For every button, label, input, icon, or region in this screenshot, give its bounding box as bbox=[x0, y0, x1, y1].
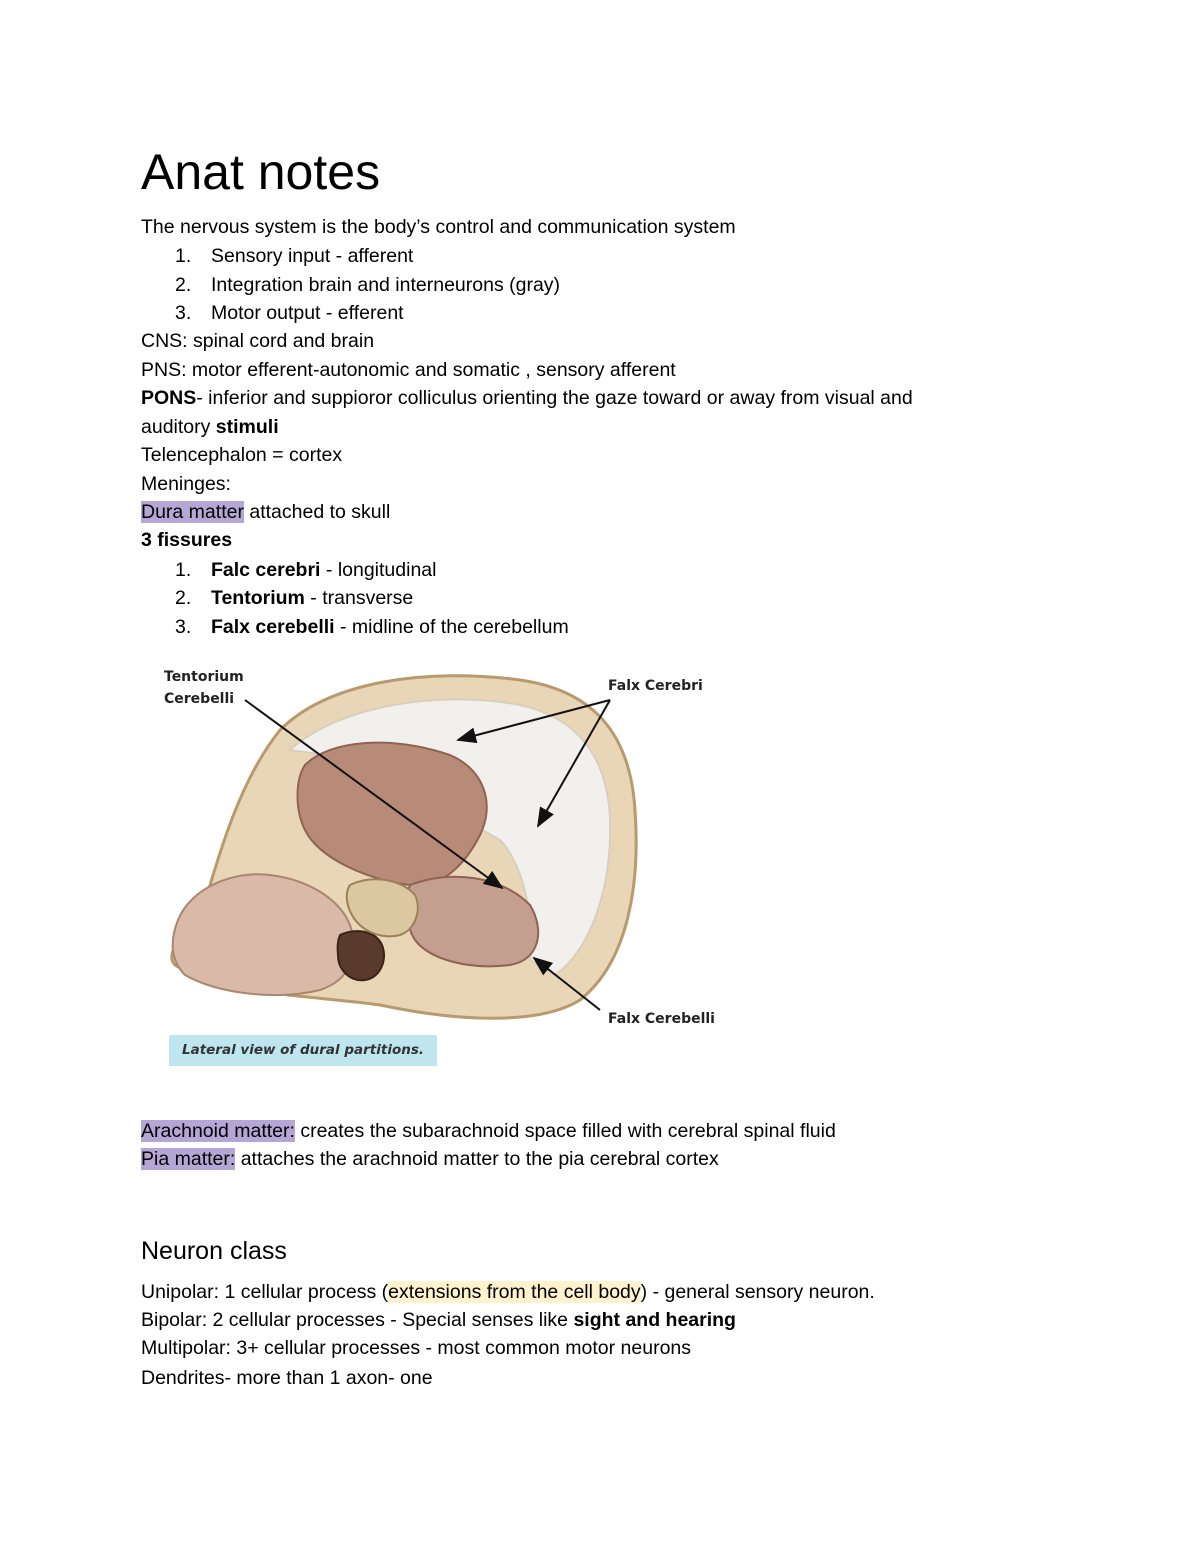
dural-partitions-figure bbox=[160, 660, 730, 1070]
unipolar-highlight: extensions from the cell body bbox=[388, 1281, 641, 1303]
unipolar-pre: Unipolar: 1 cellular process ( bbox=[141, 1281, 389, 1303]
cns-line: CNS: spinal cord and brain bbox=[141, 330, 375, 352]
list-text: Sensory input - afferent bbox=[211, 245, 414, 267]
dura-term: Dura matter bbox=[141, 501, 244, 523]
list-text: Motor output - efferent bbox=[211, 302, 404, 324]
fissure-term: Tentorium bbox=[211, 587, 305, 609]
list-text: Integration brain and interneurons (gray) bbox=[211, 274, 561, 296]
arachnoid-term: Arachnoid matter: bbox=[141, 1120, 295, 1142]
fissure-text: - longitudinal bbox=[320, 559, 437, 581]
pons-bold: stimuli bbox=[215, 416, 279, 438]
pia-text: attaches the arachnoid matter to the pia cerebral cortex bbox=[235, 1148, 719, 1170]
fissures-heading-text: 3 fissures bbox=[141, 529, 233, 551]
list-number: 3. bbox=[175, 616, 192, 638]
unipolar-post: ) - general sensory neuron. bbox=[640, 1281, 875, 1303]
pons-line-2 bbox=[141, 413, 279, 441]
arachnoid-text: creates the subarachnoid space filled with cerebral spinal fluid bbox=[294, 1120, 836, 1142]
meninges-heading: Meninges: bbox=[141, 473, 231, 495]
list-item bbox=[175, 271, 560, 299]
fissure-text: - midline of the cerebellum bbox=[334, 616, 569, 638]
falx-cerebri-label: Falx Cerebri bbox=[608, 678, 703, 694]
pons-line bbox=[141, 384, 913, 412]
multipolar-line: Multipolar: 3+ cellular processes - most common motor neurons bbox=[141, 1337, 692, 1359]
pons-text-2: auditory bbox=[141, 416, 216, 438]
nasal-cavity bbox=[338, 931, 384, 980]
fissures-heading bbox=[141, 526, 232, 554]
list-item bbox=[175, 613, 569, 641]
fissure-term: Falc cerebri bbox=[211, 559, 321, 581]
tentorium-label-line-2: Cerebelli bbox=[164, 691, 235, 707]
list-item bbox=[175, 584, 413, 612]
bipolar-pre: Bipolar: 2 cellular processes - Special senses like bbox=[141, 1309, 574, 1331]
intro-text: The nervous system is the body’s control and communication system bbox=[141, 216, 736, 238]
bipolar-bold: sight and hearing bbox=[573, 1309, 736, 1331]
pons-text: - inferior and suppioror colliculus orienting the gaze toward or away from visual and bbox=[196, 387, 913, 409]
pns-line: PNS: motor efferent-autonomic and somatic , sensory afferent bbox=[141, 359, 676, 381]
bipolar-line bbox=[141, 1306, 736, 1334]
neuron-class-heading: Neuron class bbox=[141, 1237, 287, 1265]
list-number: 1. bbox=[175, 245, 192, 267]
pia-line bbox=[141, 1145, 719, 1173]
pia-term: Pia matter: bbox=[141, 1148, 236, 1170]
dura-line bbox=[141, 498, 390, 526]
pons-term: PONS bbox=[141, 387, 197, 409]
list-number: 3. bbox=[175, 302, 192, 324]
list-number: 2. bbox=[175, 274, 192, 296]
tentorium-label bbox=[164, 666, 244, 710]
list-item bbox=[175, 299, 404, 327]
unipolar-line bbox=[141, 1278, 875, 1306]
fissure-text: - transverse bbox=[304, 587, 414, 609]
figure-caption: Lateral view of dural partitions. bbox=[169, 1035, 437, 1066]
fissure-term: Falx cerebelli bbox=[211, 616, 335, 638]
dura-text: attached to skull bbox=[243, 501, 391, 523]
telencephalon-line: Telencephalon = cortex bbox=[141, 444, 343, 466]
arachnoid-line bbox=[141, 1117, 836, 1145]
page-title: Anat notes bbox=[141, 144, 381, 200]
list-number: 1. bbox=[175, 559, 192, 581]
tentorium-label-line-1: Tentorium bbox=[164, 669, 244, 685]
list-number: 2. bbox=[175, 587, 192, 609]
falx-cerebelli-label: Falx Cerebelli bbox=[608, 1011, 715, 1027]
list-item bbox=[175, 556, 436, 584]
dendrites-line: Dendrites- more than 1 axon- one bbox=[141, 1367, 433, 1389]
list-item bbox=[175, 242, 413, 270]
